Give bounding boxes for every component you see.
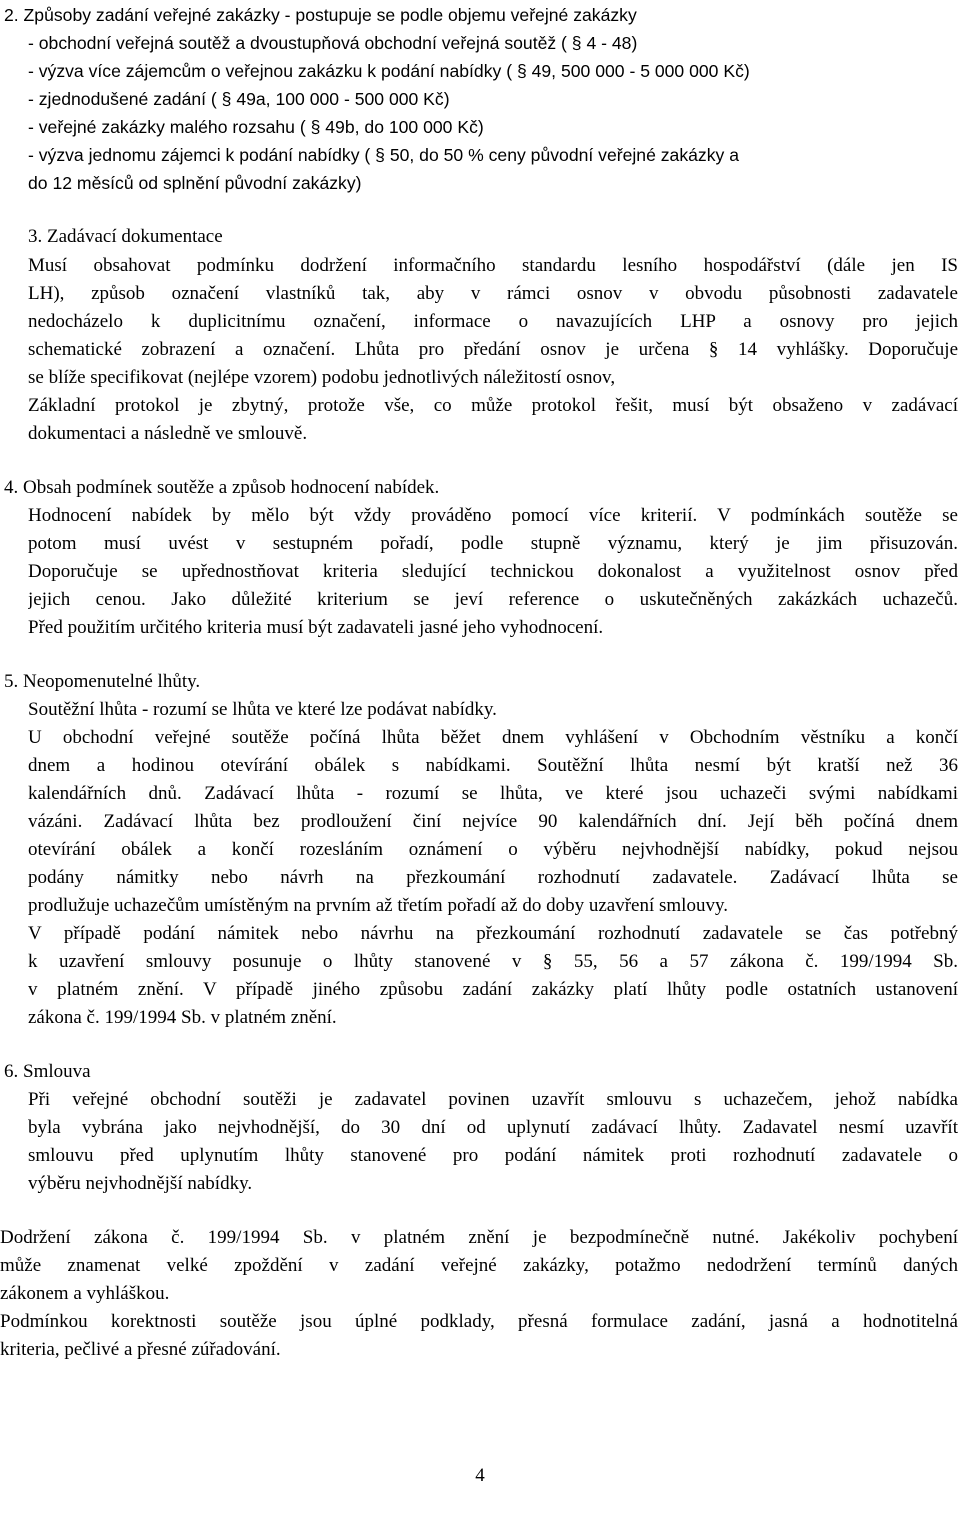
paragraph-line: Při veřejné obchodní soutěži je zadavatel povinen uzavřít smlouvu s uchazečem, jehož nabídka bbox=[28, 1089, 958, 1110]
list-item: - výzva jednomu zájemci k podání nabídky ( § 50, do 50 % ceny původní veřejné zakázky a bbox=[28, 145, 739, 165]
paragraph-line: Doporučuje se upřednostňovat kriteria sledující technickou dokonalost a využitelnost osnov před bbox=[28, 561, 958, 582]
paragraph-line: Podmínkou korektnosti soutěže jsou úplné podklady, přesná formulace zadání, jasná a hodnotitelná bbox=[0, 1311, 958, 1332]
list-item: do 12 měsíců od splnění původní zakázky) bbox=[28, 173, 362, 193]
paragraph-line: U obchodní veřejné soutěže počíná lhůta běžet dnem vyhlášení v Obchodním věstníku a končí bbox=[28, 727, 958, 748]
paragraph-line: v platném znění. V případě jiného způsobu zadání zakázky platí lhůty podle ostatních ustanovení bbox=[28, 979, 958, 1000]
paragraph-line: LH), způsob označení vlastníků tak, aby v rámci osnov v obvodu působnosti zadavatele bbox=[28, 283, 958, 304]
list-item: - obchodní veřejná soutěž a dvoustupňová obchodní veřejná soutěž ( § 4 - 48) bbox=[28, 33, 638, 53]
paragraph-line: vázáni. Zadávací lhůta bez prodloužení činí nejvíce 90 kalendářních dní. Její běh počíná dnem bbox=[28, 811, 958, 832]
paragraph-line: Základní protokol je zbytný, protože vše, co může protokol řešit, musí být obsaženo v zadávací bbox=[28, 395, 958, 416]
section-5-heading: 5. Neopomenutelné lhůty. bbox=[4, 671, 201, 692]
paragraph-line: výběru nejvhodnější nabídky. bbox=[28, 1173, 253, 1194]
paragraph-line: Hodnocení nabídek by mělo být vždy prováděno pomocí více kriterií. V podmínkách soutěže se bbox=[28, 505, 958, 526]
paragraph-line: zákonem a vyhláškou. bbox=[0, 1283, 170, 1304]
paragraph-line: kalendářních dnů. Zadávací lhůta - rozumí se lhůta, ve které jsou uchazeči svými nabídkami bbox=[28, 783, 958, 804]
section-6-heading: 6. Smlouva bbox=[4, 1061, 91, 1082]
paragraph-line: otevírání obálek a končí rozesláním oznámení o výběru nejvhodnější nabídky, pokud nejsou bbox=[28, 839, 958, 860]
list-item: - zjednodušené zadání ( § 49a, 100 000 - 500 000 Kč) bbox=[28, 89, 450, 109]
section-4-heading: 4. Obsah podmínek soutěže a způsob hodnocení nabídek. bbox=[4, 477, 440, 498]
paragraph-line: V případě podání námitek nebo návrhu na přezkoumání rozhodnutí zadavatele se čas potřebný bbox=[28, 923, 958, 944]
paragraph-line: Musí obsahovat podmínku dodržení informačního standardu lesního hospodářství (dále jen IS bbox=[28, 255, 958, 276]
paragraph-line: schematické zobrazení a označení. Lhůta pro předání osnov je určena § 14 vyhlášky. Doporučuje bbox=[28, 339, 958, 360]
paragraph-line: kriteria, pečlivé a přesné zúřadování. bbox=[0, 1339, 281, 1360]
paragraph-line: dokumentaci a následně ve smlouvě. bbox=[28, 423, 308, 444]
paragraph-line: zákona č. 199/1994 Sb. v platném znění. bbox=[28, 1007, 337, 1028]
list-item: - veřejné zakázky malého rozsahu ( § 49b, do 100 000 Kč) bbox=[28, 117, 484, 137]
paragraph-line: jejich cenou. Jako důležité kriterium se jeví reference o uskutečněných zakázkách uchazečů. bbox=[28, 589, 958, 610]
paragraph-line: podány námitky nebo návrh na přezkoumání rozhodnutí zadavatele. Zadávací lhůta se bbox=[28, 867, 958, 888]
section-2-heading: 2. Způsoby zadání veřejné zakázky - postupuje se podle objemu veřejné zakázky bbox=[4, 5, 637, 25]
paragraph-line: Soutěžní lhůta - rozumí se lhůta ve které lze podávat nabídky. bbox=[28, 699, 497, 720]
paragraph-line: nedocházelo k duplicitnímu označení, informace o navazujících LHP a osnovy pro jejich bbox=[28, 311, 958, 332]
page-number: 4 bbox=[475, 1465, 485, 1486]
list-item: - výzva více zájemcům o veřejnou zakázku k podání nabídky ( § 49, 500 000 - 5 000 000 Kč) bbox=[28, 61, 750, 81]
paragraph-line: k uzavření smlouvy posunuje o lhůty stanovené v § 55, 56 a 57 zákona č. 199/1994 Sb. bbox=[28, 951, 958, 972]
paragraph-line: dnem a hodinou otevírání obálek s nabídkami. Soutěžní lhůta nesmí být kratší než 36 bbox=[28, 755, 958, 776]
paragraph-line: prodlužuje uchazečům umístěným na prvním až třetím pořadí až do doby uzavření smlouvy. bbox=[28, 895, 728, 916]
paragraph-line: se blíže specifikovat (nejlépe vzorem) podobu jednotlivých náležitostí osnov, bbox=[28, 367, 616, 388]
paragraph-line: smlouvu před uplynutím lhůty stanovené pro podání námitek proti rozhodnutí zadavatele o bbox=[28, 1145, 958, 1166]
paragraph-line: Před použitím určitého kriteria musí být zadavateli jasné jeho vyhodnocení. bbox=[28, 617, 604, 638]
paragraph-line: byla vybrána jako nejvhodnější, do 30 dní od uplynutí zadávací lhůty. Zadavatel nesmí uzavřít bbox=[28, 1117, 958, 1138]
paragraph-line: Dodržení zákona č. 199/1994 Sb. v platném znění je bezpodmínečně nutné. Jakékoliv pochybení bbox=[0, 1227, 958, 1248]
paragraph-line: může znamenat velké zpoždění v zadání veřejné zakázky, potažmo nedodržení termínů daných bbox=[0, 1255, 958, 1276]
section-3-heading: 3. Zadávací dokumentace bbox=[28, 226, 223, 247]
paragraph-line: potom musí uvést v sestupném pořadí, podle stupně významu, který je jim přisuzován. bbox=[28, 533, 958, 554]
